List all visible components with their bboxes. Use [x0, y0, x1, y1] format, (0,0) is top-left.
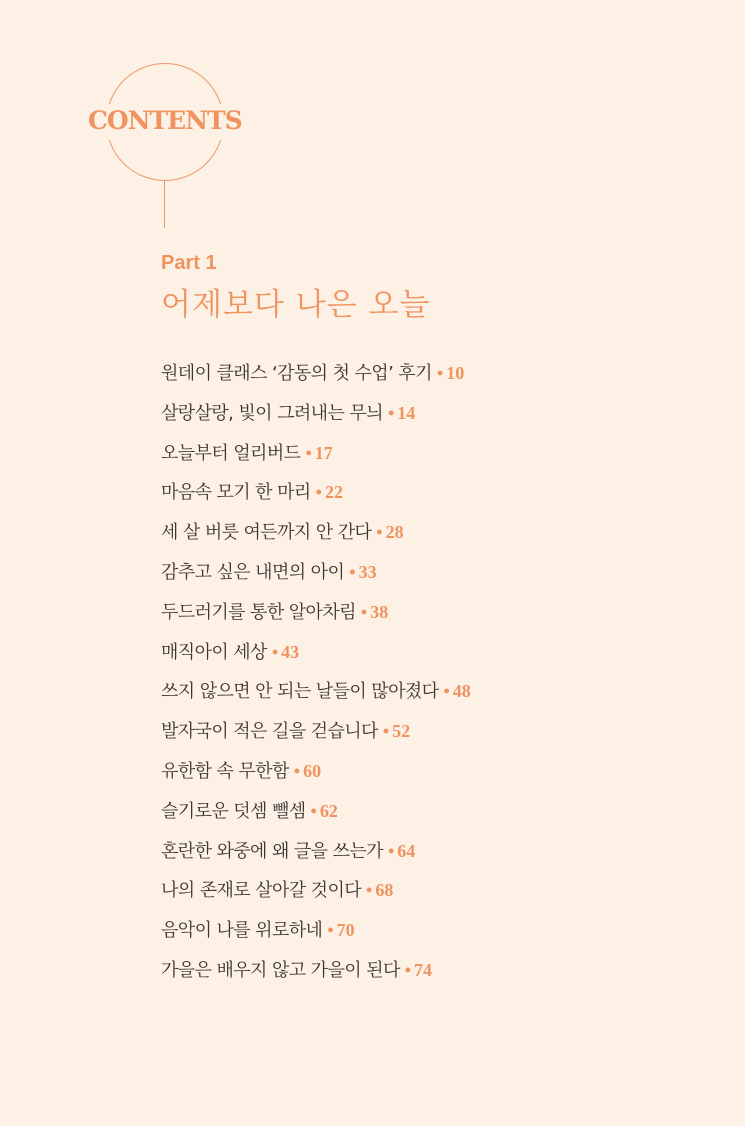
bullet-separator: •: [293, 760, 301, 781]
toc-item-title: 원데이 클래스 ‘감동의 첫 수업’ 후기: [161, 363, 432, 384]
toc-item-title: 발자국이 적은 길을 걷습니다: [161, 721, 378, 743]
toc-item[interactable]: [161, 836, 471, 876]
toc-item[interactable]: [161, 637, 471, 677]
table-of-contents: [161, 358, 471, 995]
toc-item[interactable]: [161, 915, 471, 955]
toc-item-title: 혼란한 와중에 왜 글을 쓰는가: [161, 840, 383, 862]
toc-item-page: 62: [319, 800, 338, 821]
toc-item-title: 나의 존재로 살아갈 것이다: [161, 880, 362, 902]
toc-item-title: 쓰지 않으면 안 되는 날들이 많아졌다: [161, 681, 439, 703]
bullet-separator: •: [305, 442, 312, 463]
toc-item-page: 64: [397, 840, 416, 861]
part-title: 어제보다 나은 오늘: [161, 287, 431, 323]
toc-item[interactable]: [161, 875, 471, 915]
bullet-separator: •: [327, 920, 334, 941]
toc-item-title: 유한함 속 무한함: [161, 760, 289, 782]
toc-item-page: 60: [303, 760, 322, 781]
part-label: Part 1: [161, 252, 217, 274]
toc-item-title: 마음속 모기 한 마리: [161, 482, 311, 504]
bullet-separator: •: [360, 601, 368, 622]
bullet-separator: •: [387, 402, 395, 423]
bullet-separator: •: [443, 681, 450, 702]
toc-item-page: 74: [414, 959, 433, 980]
contents-heading: CONTENTS: [86, 104, 244, 140]
toc-item-page: 38: [370, 601, 389, 622]
bullet-separator: •: [387, 840, 395, 861]
toc-item[interactable]: [161, 796, 471, 836]
toc-item[interactable]: [161, 358, 471, 398]
toc-item[interactable]: [161, 676, 471, 716]
bullet-separator: •: [349, 561, 356, 582]
bullet-separator: •: [376, 522, 383, 543]
toc-item-page: 22: [324, 482, 343, 503]
bullet-separator: •: [436, 363, 444, 383]
toc-item[interactable]: [161, 597, 471, 637]
toc-item-title: 가을은 배우지 않고 가을이 된다: [161, 959, 400, 981]
toc-item-page: 33: [358, 561, 377, 582]
toc-item-title: 세 살 버릇 여든까지 안 간다: [161, 522, 372, 544]
toc-item-page: 48: [452, 681, 471, 702]
toc-item-title: 두드러기를 통한 알아차림: [161, 601, 356, 623]
toc-item[interactable]: [161, 477, 471, 517]
toc-item[interactable]: [161, 955, 471, 995]
toc-item-title: 음악이 나를 위로하네: [161, 920, 323, 942]
toc-item[interactable]: [161, 557, 471, 597]
bullet-separator: •: [271, 641, 279, 662]
toc-item-title: 감추고 싶은 내면의 아이: [161, 561, 345, 583]
bullet-separator: •: [382, 721, 390, 742]
toc-item-page: 52: [392, 721, 411, 742]
toc-item-page: 28: [385, 522, 404, 543]
toc-item-title: 매직아이 세상: [161, 641, 267, 663]
bullet-separator: •: [404, 959, 412, 980]
toc-item[interactable]: [161, 438, 471, 478]
toc-item-page: 43: [281, 641, 300, 662]
bullet-separator: •: [315, 482, 322, 503]
toc-item[interactable]: [161, 517, 471, 557]
toc-item[interactable]: [161, 398, 471, 438]
toc-item-title: 슬기로운 덧셈 뺄셈: [161, 800, 306, 822]
contents-vertical-line: [164, 181, 165, 228]
toc-item-title: 오늘부터 얼리버드: [161, 442, 301, 464]
bullet-separator: •: [366, 880, 373, 901]
toc-item-page: 68: [375, 880, 394, 901]
toc-item-title: 살랑살랑, 빛이 그려내는 무늬: [161, 402, 383, 424]
toc-item[interactable]: [161, 756, 471, 796]
toc-item-page: 70: [336, 920, 355, 941]
toc-item[interactable]: [161, 716, 471, 756]
bullet-separator: •: [310, 800, 317, 821]
toc-item-page: 17: [314, 442, 333, 463]
toc-item-page: 14: [397, 402, 416, 423]
toc-item-page: 10: [446, 363, 465, 383]
